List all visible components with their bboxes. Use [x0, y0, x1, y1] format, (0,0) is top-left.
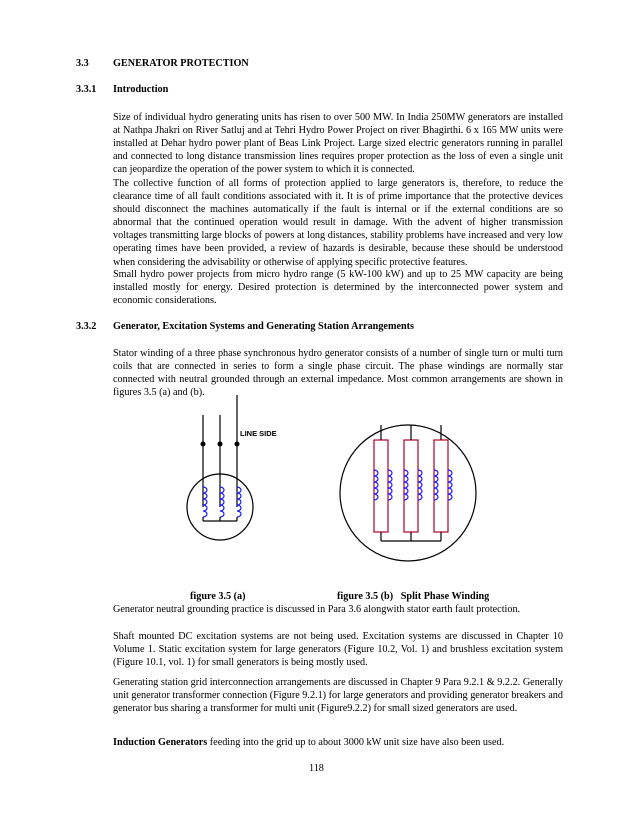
induction-generators-term: Induction Generators [113, 737, 208, 748]
subsection-title: Generator, Excitation Systems and Generating Station Arrangements [113, 321, 414, 332]
figure-3-5 [170, 395, 490, 590]
figure-3-5a-diagram [187, 395, 277, 540]
paragraph-grounding: Generator neutral grounding practice is discussed in Para 3.6 alongwith stator earth fault protection. [113, 604, 521, 615]
subsection-number: 3.3.1 [76, 84, 97, 95]
subsection-number: 3.3.2 [76, 321, 97, 332]
section-number: 3.3 [76, 58, 89, 69]
coil-icon [374, 470, 452, 500]
paragraph-interconnection: Generating station grid interconnection arrangements are discussed in Chapter 9 Para 9.2.1 & 9.2.2. Generally unit generator transformer connection (Figure 9.2.1) for large generators and providing generator breakers and generator bus sharing a transformer for multi unit (Figure9.2.2) for small sized generators are used. [113, 677, 563, 715]
paragraph-induction [113, 736, 563, 749]
figure-3-5b-diagram [340, 425, 476, 561]
section-title: GENERATOR PROTECTION [113, 58, 249, 69]
page-number: 118 [309, 763, 324, 774]
coil-icon [203, 487, 241, 517]
paragraph-intro-2: The collective function of all forms of protection applied to large generators is, therefore, to reduce the clearance time of all fault conditions associated with it. It is of prime importance that the protective devices should disconnect the machines automatically if the fault is internal or if the external conditions are so abnormal that the continued operation would result in damage. With the advent of higher transmission voltages transmitting large blocks of powers at long distances, stability problems have increased and very low operating times have been provided, a review of hazards is desirable, because these should be understood when considering the advisability or otherwise of applying specific protective features. [113, 178, 563, 268]
paragraph-intro-1: Size of individual hydro generating units has risen to over 500 MW. In India 250MW generators are installed at Nathpa Jhakri on River Satluj and at Tehri Hydro Power Project on river Bhagirthi. 6 x 165 MW units were installed at Dehar hydro power plant of Beas Link Project. Large sized electric generators running in parallel and connected to long distance transmission lines requires proper protection as the loss of even a single unit can jeopardize the operation of the power system to which it is connected. [113, 112, 563, 176]
split-phase-boxes [374, 440, 448, 532]
paragraph-intro-3: Small hydro power projects from micro hydro range (5 kW-100 kW) and up to 25 MW capacity are being installed mostly for energy. Desired protection is determined by the interconnected power system and economic considerations. [113, 269, 563, 307]
subsection-title: Introduction [113, 84, 169, 95]
figure-caption-a: figure 3.5 (a) [190, 591, 246, 602]
paragraph-stator: Stator winding of a three phase synchronous hydro generator consists of a number of single turn or multi turn coils that are connected in series to form a single phase circuit. The phase windings are normally star connected with neutral grounded through an external impedance. Most common arrangements are shown in figures 3.5 (a) and (b). [113, 348, 563, 399]
line-side-label: LINE SIDE [240, 429, 277, 438]
induction-generators-text: feeding into the grid up to about 3000 kW unit size have also been used. [207, 737, 505, 748]
figure-caption-b: figure 3.5 (b) Split Phase Winding [337, 591, 490, 602]
paragraph-excitation: Shaft mounted DC excitation systems are not being used. Excitation systems are discussed in Chapter 10 Volume 1. Static excitation system for large generators (Figure 10.2, Vol. 1) and brushless excitation system (Figure 10.1, vol. 1) for small generators is being mostly used. [113, 631, 563, 669]
